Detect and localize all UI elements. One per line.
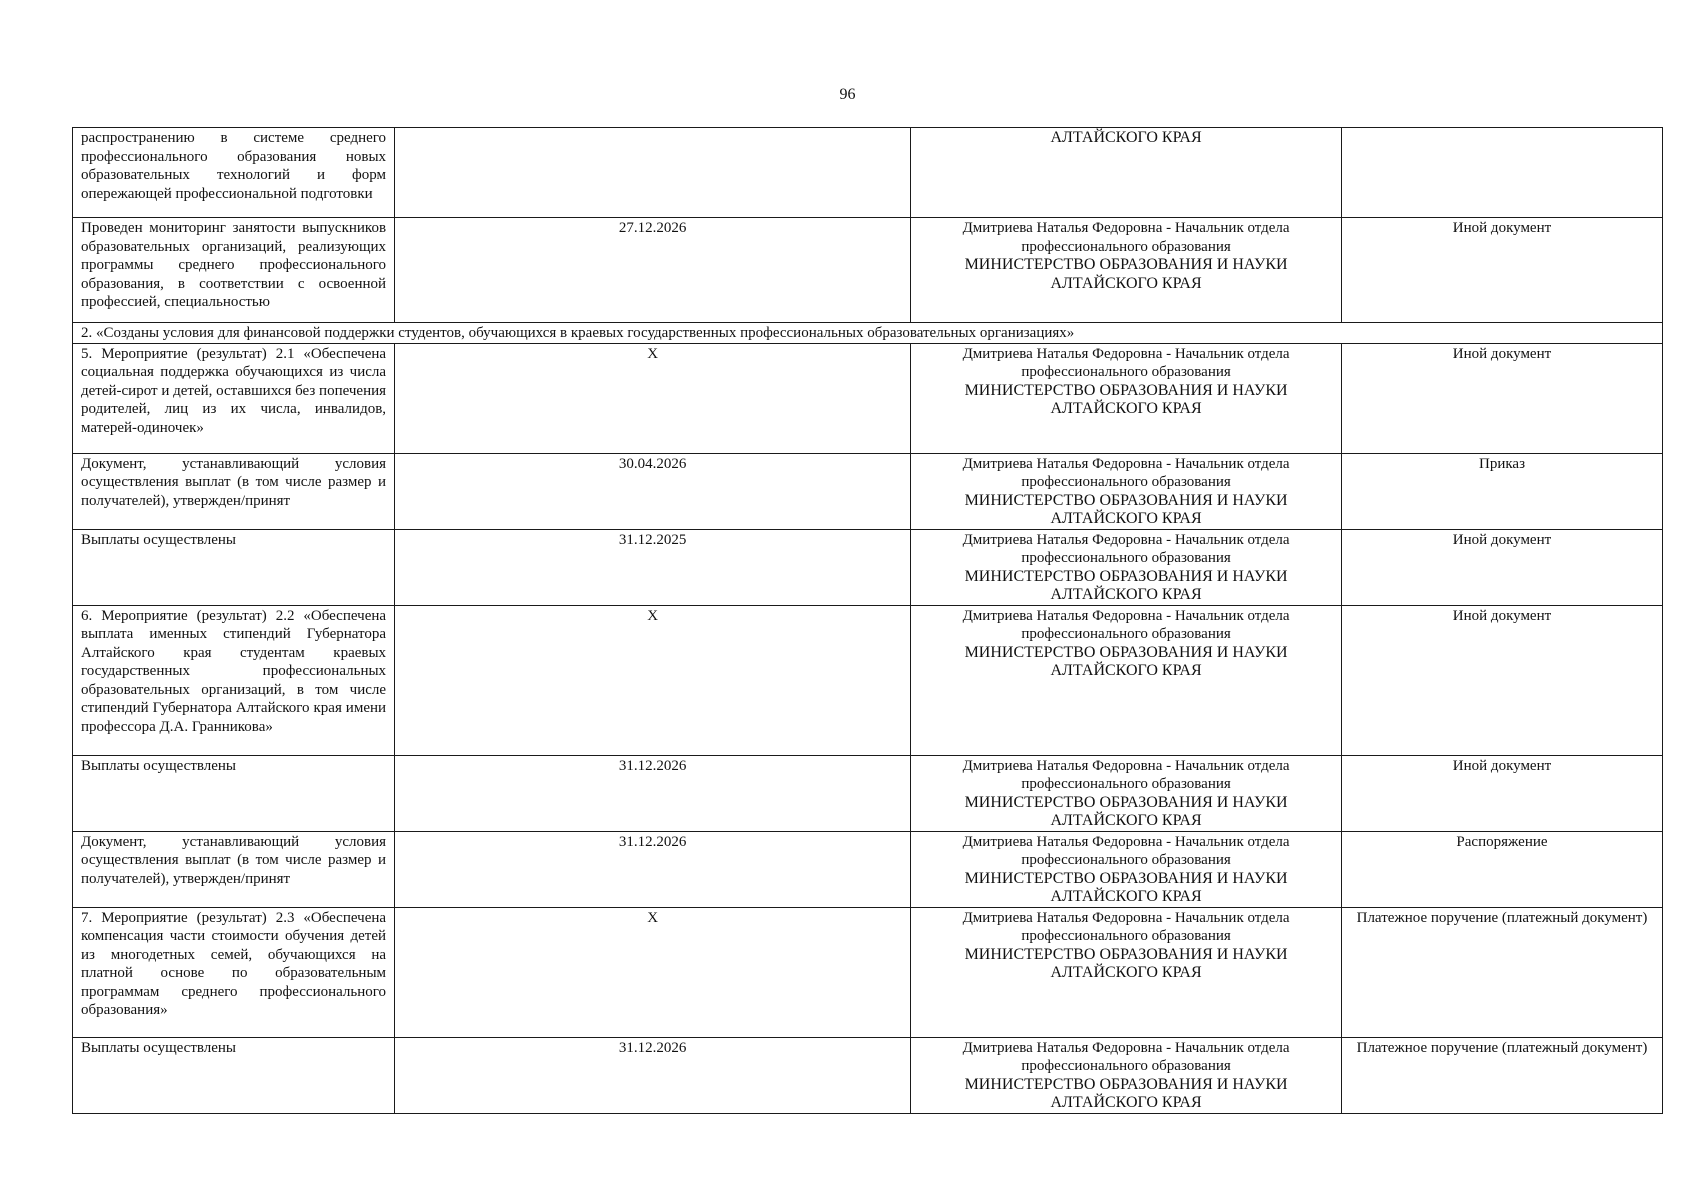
responsible-cell: [911, 831, 1342, 907]
result-name-cell: Документ, устанавливающий условия осуществления выплат (в том числе размер и получателей), утвержден/принят: [73, 831, 395, 907]
date-cell: 31.12.2026: [395, 1037, 911, 1113]
document-cell: Приказ: [1341, 453, 1662, 529]
responsible-person: Дмитриева Наталья Федоровна - Начальник отдела: [962, 909, 1290, 926]
responsible-person: Дмитриева Наталья Федоровна - Начальник отдела: [962, 607, 1290, 624]
result-name-cell: 6. Мероприятие (результат) 2.2 «Обеспечена выплата именных стипендий Губернатора Алтайского края студентам краевых государственных профессиональных образовательных организаций, в том числе стипендий Губернатора Алтайского края имени профессора Д.А. Гранникова»: [73, 605, 395, 755]
responsible-person: Дмитриева Наталья Федоровна - Начальник отдела: [962, 1039, 1290, 1056]
ministry-line-2: АЛТАЙСКОГО КРАЯ: [1050, 586, 1202, 603]
document-cell: Иной документ: [1341, 529, 1662, 605]
document-cell: Иной документ: [1341, 755, 1662, 831]
responsible-cell: [911, 907, 1342, 1037]
date-cell: [395, 128, 911, 218]
result-name-cell: распространению в системе среднего профессионального образования новых образовательных технологий и форм опережающей профессиональной подготовки: [73, 128, 395, 218]
responsible-department: профессионального образования: [1021, 776, 1231, 792]
result-name-cell: Выплаты осуществлены: [73, 755, 395, 831]
date-cell: X: [395, 907, 911, 1037]
responsible-cell: [911, 453, 1342, 529]
ministry-line-1: МИНИСТЕРСТВО ОБРАЗОВАНИЯ И НАУКИ: [964, 643, 1288, 661]
ministry-line-2: АЛТАЙСКОГО КРАЯ: [1050, 812, 1202, 829]
responsible-department: профессионального образования: [1021, 928, 1231, 944]
result-name-cell: 7. Мероприятие (результат) 2.3 «Обеспечена компенсация части стоимости обучения детей из многодетных семей, обучающихся на платной основе по образовательным программам среднего профессионального образования»: [73, 907, 395, 1037]
date-cell: 31.12.2025: [395, 529, 911, 605]
responsible-cell: [911, 755, 1342, 831]
responsible-department: профессионального образования: [1021, 852, 1231, 868]
ministry-line-2: АЛТАЙСКОГО КРАЯ: [1050, 510, 1202, 527]
date-cell: X: [395, 343, 911, 453]
date-cell: 31.12.2026: [395, 755, 911, 831]
responsible-person: Дмитриева Наталья Федоровна - Начальник отдела: [962, 833, 1290, 850]
results-table: [72, 127, 1663, 1114]
responsible-cell: [911, 218, 1342, 323]
section-row: [73, 323, 1663, 344]
result-name-cell: Проведен мониторинг занятости выпускников образовательных организаций, реализующих программы среднего профессионального образования, в соответствии с освоенной профессией, специальностью: [73, 218, 395, 323]
page-number: 96: [839, 86, 856, 103]
responsible-cell: [911, 529, 1342, 605]
ministry-line-1: МИНИСТЕРСТВО ОБРАЗОВАНИЯ И НАУКИ: [964, 1075, 1288, 1093]
ministry-line-2: АЛТАЙСКОГО КРАЯ: [1050, 129, 1202, 146]
date-cell: 30.04.2026: [395, 453, 911, 529]
section-title: 2. «Созданы условия для финансовой поддержки студентов, обучающихся в краевых государственных профессиональных образовательных организациях»: [73, 323, 1663, 344]
ministry-line-2: АЛТАЙСКОГО КРАЯ: [1050, 964, 1202, 981]
responsible-person: Дмитриева Наталья Федоровна - Начальник отдела: [962, 455, 1290, 472]
ministry-line-2: АЛТАЙСКОГО КРАЯ: [1050, 662, 1202, 679]
table-row: [73, 128, 1663, 218]
date-cell: 27.12.2026: [395, 218, 911, 323]
responsible-department: профессионального образования: [1021, 364, 1231, 380]
responsible-department: профессионального образования: [1021, 1058, 1231, 1074]
document-cell: Иной документ: [1341, 218, 1662, 323]
table-row: [73, 1037, 1663, 1113]
document-cell: Платежное поручение (платежный документ): [1341, 1037, 1662, 1113]
ministry-line-2: АЛТАЙСКОГО КРАЯ: [1050, 274, 1202, 292]
ministry-line-2: АЛТАЙСКОГО КРАЯ: [1050, 1094, 1202, 1111]
responsible-cell: [911, 128, 1342, 218]
responsible-department: профессионального образования: [1021, 474, 1231, 490]
document-cell: Иной документ: [1341, 343, 1662, 453]
responsible-cell: [911, 1037, 1342, 1113]
ministry-line-1: МИНИСТЕРСТВО ОБРАЗОВАНИЯ И НАУКИ: [964, 945, 1288, 963]
document-cell: Распоряжение: [1341, 831, 1662, 907]
result-name-cell: Выплаты осуществлены: [73, 1037, 395, 1113]
result-name-cell: Выплаты осуществлены: [73, 529, 395, 605]
document-cell: [1341, 128, 1662, 218]
responsible-person: Дмитриева Наталья Федоровна - Начальник отдела: [962, 757, 1290, 774]
responsible-person: Дмитриева Наталья Федоровна - Начальник отдела: [962, 531, 1290, 548]
responsible-cell: [911, 343, 1342, 453]
result-name-cell: 5. Мероприятие (результат) 2.1 «Обеспечена социальная поддержка обучающихся из числа детей-сирот и детей, оставшихся без попечения родителей, лиц из их числа, инвалидов, матерей-одиночек»: [73, 343, 395, 453]
table-row: [73, 453, 1663, 529]
table-row: [73, 755, 1663, 831]
ministry-line-1: МИНИСТЕРСТВО ОБРАЗОВАНИЯ И НАУКИ: [964, 793, 1288, 811]
table-row: [73, 343, 1663, 453]
date-cell: X: [395, 605, 911, 755]
table-row: [73, 218, 1663, 323]
ministry-line-1: МИНИСТЕРСТВО ОБРАЗОВАНИЯ И НАУКИ: [964, 491, 1288, 509]
ministry-line-1: МИНИСТЕРСТВО ОБРАЗОВАНИЯ И НАУКИ: [964, 381, 1288, 399]
responsible-cell: [911, 605, 1342, 755]
result-name-cell: Документ, устанавливающий условия осуществления выплат (в том числе размер и получателей), утвержден/принят: [73, 453, 395, 529]
table-row: [73, 831, 1663, 907]
document-cell: Иной документ: [1341, 605, 1662, 755]
table-row: [73, 907, 1663, 1037]
table-row: [73, 605, 1663, 755]
ministry-line-2: АЛТАЙСКОГО КРАЯ: [1050, 888, 1202, 905]
ministry-line-1: МИНИСТЕРСТВО ОБРАЗОВАНИЯ И НАУКИ: [964, 256, 1288, 273]
responsible-person: Дмитриева Наталья Федоровна - Начальник отдела: [962, 220, 1290, 236]
responsible-person: Дмитриева Наталья Федоровна - Начальник отдела: [962, 345, 1290, 362]
ministry-line-1: МИНИСТЕРСТВО ОБРАЗОВАНИЯ И НАУКИ: [964, 567, 1288, 585]
responsible-department: профессионального образования: [1021, 238, 1231, 255]
responsible-department: профессионального образования: [1021, 550, 1231, 566]
table-row: [73, 529, 1663, 605]
ministry-line-2: АЛТАЙСКОГО КРАЯ: [1050, 400, 1202, 417]
ministry-line-1: МИНИСТЕРСТВО ОБРАЗОВАНИЯ И НАУКИ: [964, 869, 1288, 887]
document-cell: Платежное поручение (платежный документ): [1341, 907, 1662, 1037]
responsible-department: профессионального образования: [1021, 626, 1231, 642]
date-cell: 31.12.2026: [395, 831, 911, 907]
